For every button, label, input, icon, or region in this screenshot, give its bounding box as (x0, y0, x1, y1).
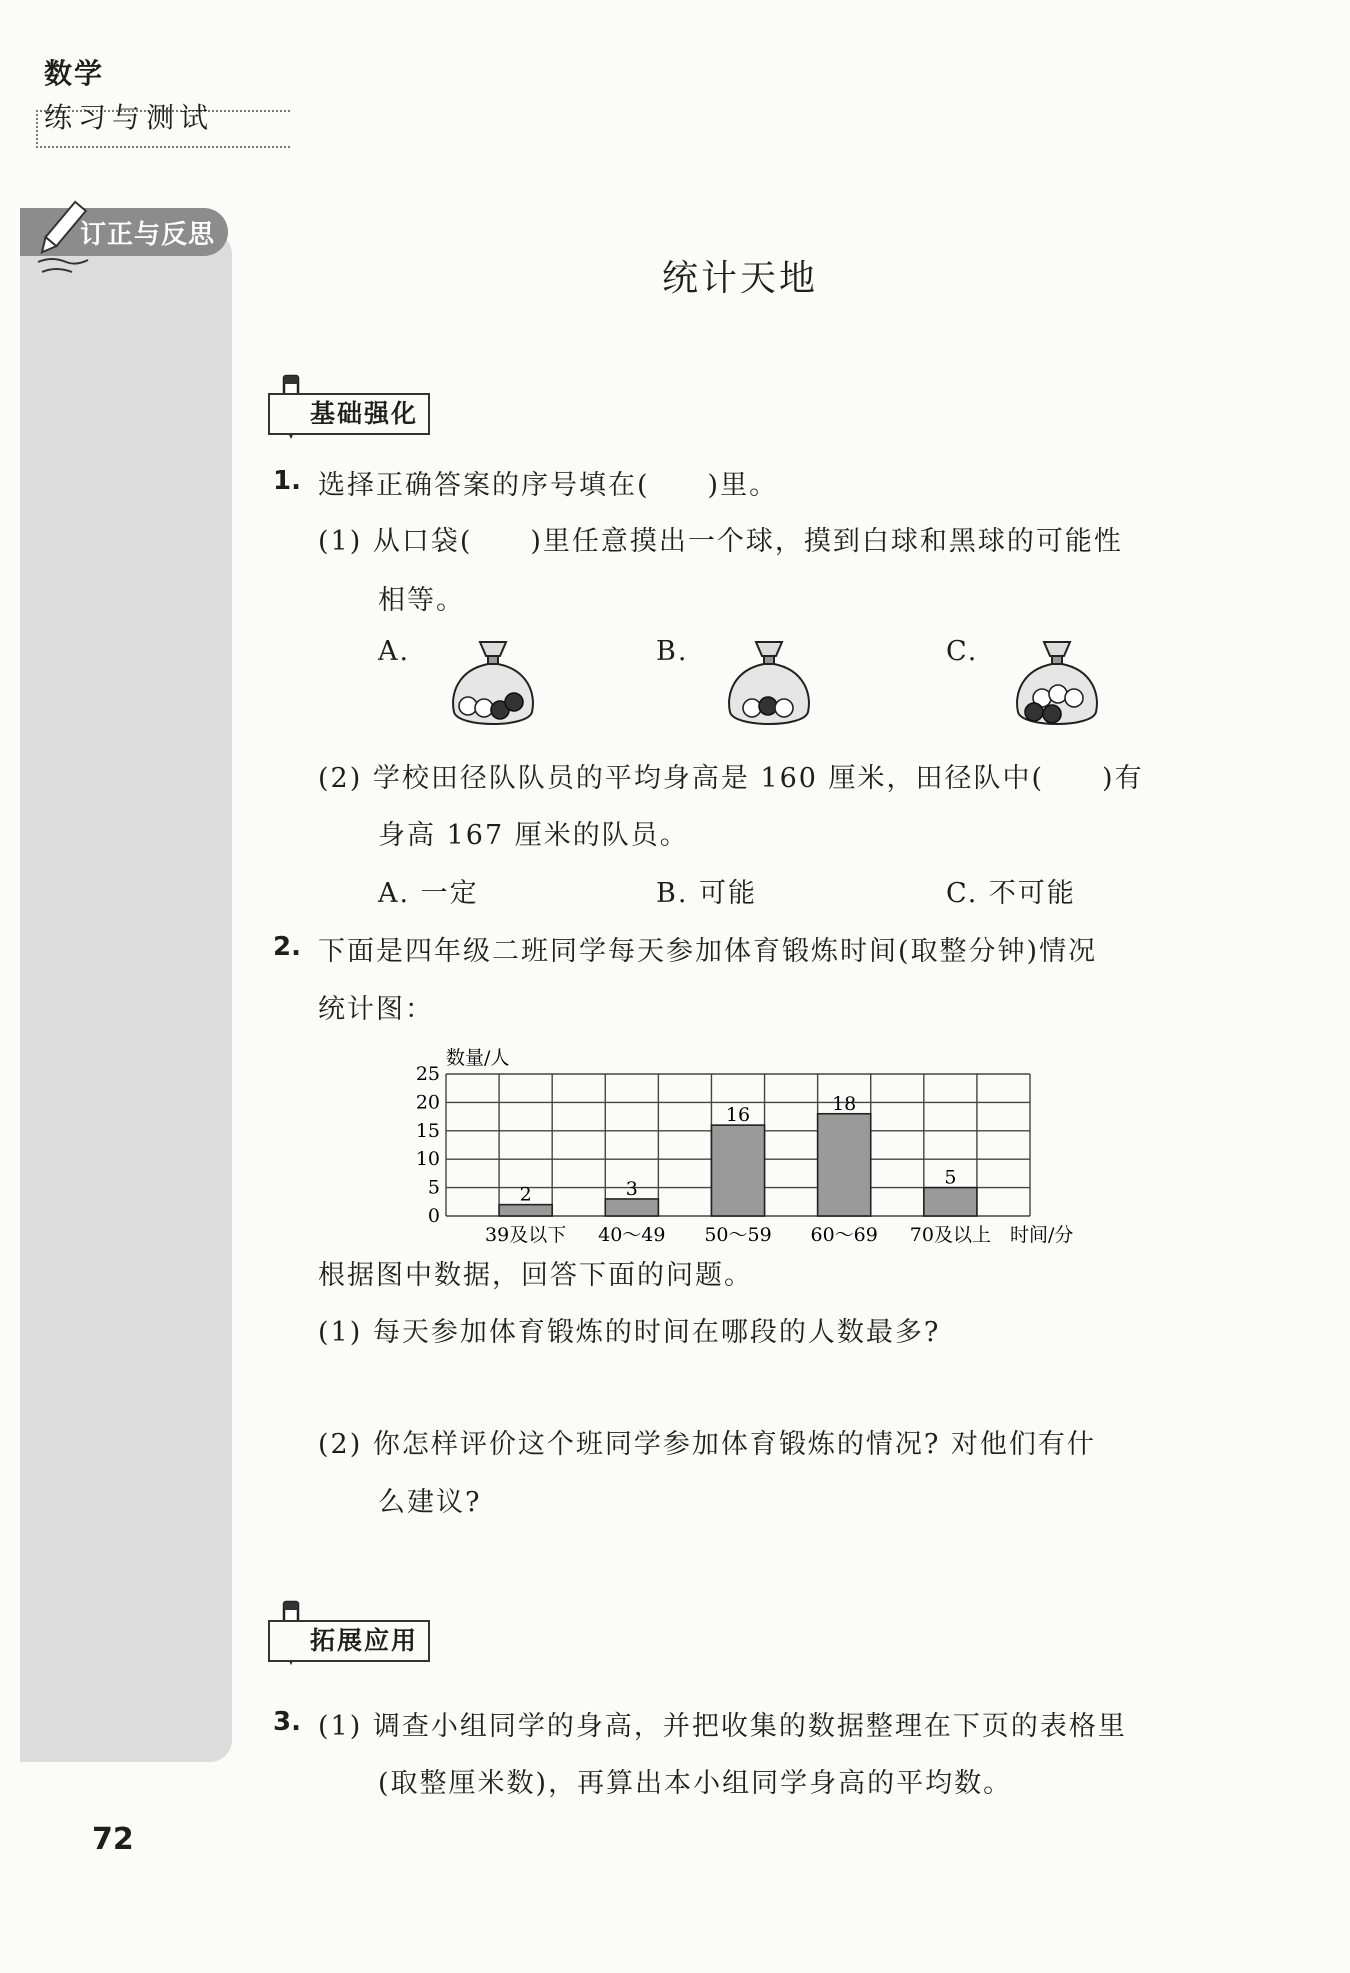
question-part-text: (1) 每天参加体育锻炼的时间在哪段的人数最多? (318, 1317, 941, 1348)
question-part-text: (1) 从口袋( )里任意摸出一个球，摸到白球和黑球的可能性 (318, 526, 1123, 557)
y-tick-label: 5 (427, 1176, 440, 1199)
question-part-text: (2) 你怎样评价这个班同学参加体育锻炼的情况? 对他们有什 (318, 1429, 1096, 1460)
page-title: 统计天地 (661, 258, 818, 299)
question-part-text: (取整厘米数)，再算出本小组同学身高的平均数。 (378, 1768, 1013, 1799)
x-tick-label: 50～59 (704, 1224, 772, 1246)
bar (499, 1205, 552, 1216)
option-label: C. (946, 636, 979, 667)
option-label: B. (656, 636, 689, 667)
bag-icon (724, 634, 814, 734)
bar (924, 1188, 977, 1216)
question-stem: 下面是四年级二班同学每天参加体育锻炼时间(取整分钟)情况 (318, 936, 1098, 967)
section-label: 基础强化 (310, 399, 419, 428)
question-part-text: (2) 学校田径队队员的平均身高是 160 厘米，田径队中( )有 (318, 763, 1144, 794)
x-tick-label: 70及以上 (909, 1224, 991, 1246)
y-tick-label: 15 (415, 1119, 440, 1142)
question-part-text: 身高 167 厘米的队员。 (378, 820, 689, 851)
question-part-text: 相等。 (378, 585, 465, 616)
x-tick-label: 39及以下 (485, 1224, 567, 1246)
chart-y-axis-label: 数量/人 (446, 1047, 510, 1069)
y-tick-label: 25 (415, 1063, 440, 1085)
bar (818, 1114, 871, 1216)
bar-value-label: 5 (944, 1166, 957, 1189)
bar-value-label: 16 (725, 1104, 751, 1127)
chart-x-ticks (485, 1224, 991, 1246)
question-number: 2. (273, 932, 301, 962)
option-label: C. 不可能 (946, 878, 1076, 909)
chart-y-ticks (416, 1063, 440, 1227)
bar-value-label: 2 (519, 1183, 532, 1206)
option-label: A. 一定 (378, 878, 479, 909)
question-number: 3. (273, 1707, 301, 1737)
bar (605, 1199, 658, 1216)
question-stem: 选择正确答案的序号填在( )里。 (318, 470, 779, 501)
bar-value-label: 18 (832, 1092, 857, 1115)
header-book-title: 练习与测试 (44, 101, 215, 134)
chart-x-axis-label: 时间/分 (1010, 1224, 1074, 1246)
instruction-text: 根据图中数据，回答下面的问题。 (318, 1260, 753, 1291)
x-tick-label: 60～69 (810, 1224, 878, 1246)
option-label: B. 可能 (656, 878, 758, 909)
section-badge-basic (268, 393, 430, 435)
option-label: A. (378, 636, 411, 667)
margin-notes-panel (20, 232, 232, 1762)
margin-tab-label: 订正与反思 (80, 220, 216, 250)
question-stem: 统计图： (318, 994, 434, 1025)
y-tick-label: 20 (415, 1091, 440, 1114)
page-number: 72 (92, 1822, 134, 1857)
question-number: 1. (273, 466, 301, 496)
y-tick-label: 10 (415, 1148, 440, 1171)
chart-bars (499, 1114, 977, 1216)
header-subject: 数学 (44, 57, 105, 90)
bag-icon (1012, 634, 1102, 734)
question-part-text: 么建议? (378, 1487, 482, 1518)
x-tick-label: 40～49 (598, 1224, 666, 1246)
section-badge-extend (268, 1620, 430, 1662)
bag-icon (448, 634, 538, 734)
y-tick-label: 0 (427, 1205, 440, 1227)
question-part-text: (1) 调查小组同学的身高，并把收集的数据整理在下页的表格里 (318, 1711, 1127, 1742)
section-label: 拓展应用 (310, 1626, 419, 1655)
bar (711, 1125, 764, 1216)
bar-value-label: 3 (625, 1177, 638, 1200)
bar-chart (400, 1040, 1120, 1260)
